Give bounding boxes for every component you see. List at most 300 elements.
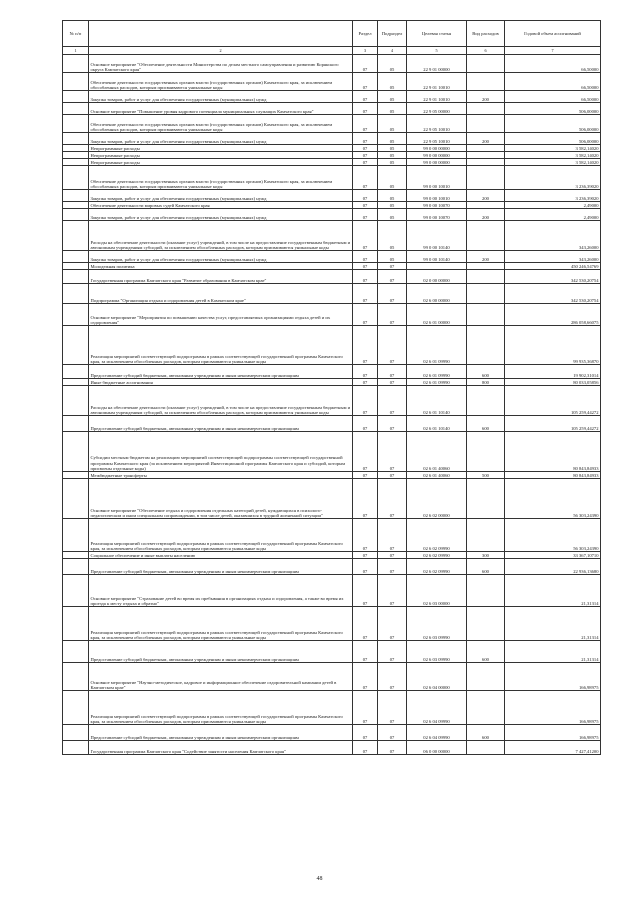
cell-num [63,202,89,209]
cell-podrazdel: 05 [378,221,407,251]
header-name [89,21,353,47]
cell-name: Предоставление субсидий бюджетным, автономным учреждениям и иным некоммерческим организациям [89,365,353,379]
cell-expense-type [467,55,505,73]
cell-expense-type: 600 [467,365,505,379]
cell-expense-type [467,575,505,607]
cell-target-article [407,263,467,270]
cell-razdel: 07 [353,416,378,432]
cell-num [63,166,89,190]
cell-num [63,519,89,552]
table-row [63,251,601,263]
cell-sum: 21,31314 [505,607,601,641]
cell-expense-type [467,479,505,519]
cell-expense-type [467,432,505,472]
cell-name: Реализация мероприятий соответствующей подпрограммы в рамках соответствующей государственной программы Камчатского края, за исключением обособленных расходов, которым присваиваются уникальные коды [89,519,353,552]
cell-sum: 22 936,13680 [505,559,601,575]
cell-podrazdel: 05 [378,159,407,166]
cell-name: Закупка товаров, работ и услуг для обеспечения государственных (муниципальных) нужд [89,209,353,221]
cell-expense-type [467,221,505,251]
cell-name: Предоставление субсидий бюджетным, автономным учреждениям и иным некоммерческим организациям [89,559,353,575]
header-podrazdel: Подраздел [378,21,407,47]
cell-target-article: 02 6 00 00000 [407,284,467,304]
cell-target-article: 06 0 00 00000 [407,741,467,755]
cell-target-article: 02 6 01 10140 [407,386,467,416]
header-number-row [63,47,601,55]
table-row [63,202,601,209]
cell-podrazdel: 07 [378,741,407,755]
cell-name: Государственная программа Камчатского края "Развитие образования в Камчатском крае" [89,270,353,284]
cell-expense-type [467,607,505,641]
cell-name: Подпрограмма "Организация отдыха и оздоровления детей в Камчатском крае" [89,284,353,304]
cell-target-article: 02 6 01 10140 [407,416,467,432]
cell-podrazdel: 05 [378,55,407,73]
cell-expense-type [467,691,505,725]
cell-num [63,73,89,91]
cell-razdel: 07 [353,552,378,559]
cell-num [63,270,89,284]
cell-sum: 80 843,84933 [505,432,601,472]
header-target-article: Целевая статья [407,21,467,47]
cell-razdel: 07 [353,663,378,691]
cell-expense-type: 200 [467,133,505,145]
cell-podrazdel: 07 [378,552,407,559]
cell-expense-type: 500 [467,472,505,479]
cell-num [63,284,89,304]
cell-name: Предоставление субсидий бюджетным, автономным учреждениям и иным некоммерческим организациям [89,416,353,432]
cell-name: Обеспечение деятельности государственных органов власти (государственных органов) Камчатского края, за исключением обособленных расходов, которым присваиваются уникальные коды [89,115,353,133]
cell-expense-type [467,326,505,365]
cell-target-article: 99 0 00 10010 [407,166,467,190]
cell-razdel: 07 [353,519,378,552]
table-row [63,145,601,152]
cell-num [63,741,89,755]
cell-sum: 21,31314 [505,641,601,663]
cell-sum: 7 427,41200 [505,741,601,755]
cell-podrazdel: 05 [378,133,407,145]
cell-name: Предоставление субсидий бюджетным, автономным учреждениям и иным некоммерческим организациям [89,641,353,663]
cell-razdel: 07 [353,209,378,221]
header-n5: 5 [407,47,467,55]
cell-expense-type [467,115,505,133]
cell-name: Закупка товаров, работ и услуг для обеспечения государственных (муниципальных) нужд [89,190,353,202]
cell-podrazdel: 05 [378,202,407,209]
cell-podrazdel: 05 [378,166,407,190]
cell-num [63,304,89,326]
cell-num [63,725,89,741]
table-row [63,326,601,365]
cell-razdel: 07 [353,166,378,190]
table-row [63,416,601,432]
cell-expense-type [467,202,505,209]
cell-razdel: 07 [353,741,378,755]
cell-num [63,152,89,159]
table-row [63,432,601,472]
cell-name: Закупка товаров, работ и услуг для обеспечения государственных (муниципальных) нужд [89,251,353,263]
cell-sum: 3 236,39020 [505,166,601,190]
cell-podrazdel: 07 [378,365,407,379]
cell-num [63,55,89,73]
cell-num [63,432,89,472]
cell-razdel: 07 [353,304,378,326]
cell-num [63,145,89,152]
cell-razdel: 07 [353,115,378,133]
cell-razdel: 07 [353,263,378,270]
cell-razdel: 07 [353,641,378,663]
cell-expense-type: 200 [467,251,505,263]
cell-razdel: 07 [353,607,378,641]
cell-num [63,575,89,607]
cell-sum: 506,00000 [505,133,601,145]
cell-sum: 66,50000 [505,55,601,73]
cell-target-article: 99 0 00 00000 [407,159,467,166]
cell-target-article: 02 6 01 40060 [407,432,467,472]
cell-razdel: 07 [353,270,378,284]
table-row [63,304,601,326]
cell-name: Обеспечение деятельности мировых судей Камчатского края [89,202,353,209]
cell-num [63,472,89,479]
cell-razdel: 07 [353,103,378,115]
cell-sum: 3 582,14020 [505,145,601,152]
cell-name: Непрограммные расходы [89,159,353,166]
table-row [63,519,601,552]
cell-podrazdel: 07 [378,641,407,663]
cell-podrazdel: 07 [378,263,407,270]
cell-razdel: 07 [353,221,378,251]
cell-num [63,190,89,202]
table-row [63,741,601,755]
cell-razdel: 07 [353,725,378,741]
cell-expense-type [467,145,505,152]
cell-name: Непрограммные расходы [89,152,353,159]
cell-expense-type [467,159,505,166]
cell-sum: 105 259,44272 [505,416,601,432]
cell-expense-type [467,263,505,270]
table-row [63,209,601,221]
cell-razdel: 07 [353,152,378,159]
cell-sum: 99 935,36870 [505,326,601,365]
cell-expense-type [467,166,505,190]
cell-expense-type [467,284,505,304]
cell-num [63,209,89,221]
table-row [63,386,601,416]
cell-sum: 343,26000 [505,251,601,263]
table-row [63,133,601,145]
cell-expense-type: 800 [467,379,505,386]
cell-num [63,326,89,365]
cell-target-article: 02 6 02 00000 [407,479,467,519]
cell-num [63,416,89,432]
cell-name: Основное мероприятие "Научно-методическое, кадровое и информационное обеспечение оздоровительной кампании детей в Камчатском крае" [89,663,353,691]
cell-sum: 19 902,31014 [505,365,601,379]
cell-expense-type: 600 [467,641,505,663]
cell-razdel: 07 [353,575,378,607]
cell-razdel: 07 [353,432,378,472]
cell-sum: 3 582,14020 [505,152,601,159]
cell-num [63,251,89,263]
cell-target-article: 99 0 00 10140 [407,251,467,263]
budget-table [62,20,601,755]
cell-razdel: 07 [353,326,378,365]
cell-razdel: 07 [353,159,378,166]
cell-name: Обеспечение деятельности государственных органов власти (государственных органов) Камчатского края, за исключением обособленных расходов, которым присваиваются уникальные коды [89,166,353,190]
table-row [63,270,601,284]
table-row [63,152,601,159]
cell-podrazdel: 07 [378,607,407,641]
header-n6: 6 [467,47,505,55]
cell-sum: 21,31314 [505,575,601,607]
cell-podrazdel: 05 [378,251,407,263]
table-row [63,263,601,270]
cell-expense-type [467,73,505,91]
cell-podrazdel: 05 [378,103,407,115]
table-row [63,559,601,575]
cell-name: Непрограммные расходы [89,145,353,152]
page-number: 48 [316,876,323,882]
cell-podrazdel: 05 [378,209,407,221]
cell-target-article: 22 9 05 00000 [407,103,467,115]
table-row [63,115,601,133]
cell-target-article: 02 6 01 40060 [407,472,467,479]
cell-expense-type [467,386,505,416]
cell-target-article: 99 0 00 10070 [407,209,467,221]
header-n3: 3 [353,47,378,55]
cell-razdel: 07 [353,691,378,725]
cell-podrazdel: 05 [378,145,407,152]
cell-razdel: 07 [353,145,378,152]
cell-expense-type: 200 [467,190,505,202]
header-num: № п/п [63,21,89,47]
cell-target-article: 02 6 02 09990 [407,559,467,575]
cell-razdel: 07 [353,91,378,103]
cell-name: Реализация мероприятий соответствующей подпрограммы в рамках соответствующей государственной программы Камчатского края, за исключением обособленных расходов, которым присваиваются уникальные коды [89,326,353,365]
cell-razdel: 07 [353,55,378,73]
cell-razdel: 07 [353,73,378,91]
table-row [63,91,601,103]
cell-name: Реализация мероприятий соответствующей подпрограммы в рамках соответствующей государственной программы Камчатского края, за исключением обособленных расходов, которым присваиваются уникальные коды [89,691,353,725]
table-row [63,472,601,479]
cell-name: Иные бюджетные ассигнования [89,379,353,386]
cell-razdel: 07 [353,190,378,202]
cell-target-article: 02 6 04 09990 [407,725,467,741]
cell-razdel: 07 [353,365,378,379]
cell-num [63,159,89,166]
cell-num [63,103,89,115]
cell-razdel: 07 [353,472,378,479]
cell-target-article: 02 6 04 09990 [407,691,467,725]
cell-num [63,263,89,270]
cell-podrazdel: 07 [378,326,407,365]
cell-target-article: 02 6 01 09990 [407,326,467,365]
cell-podrazdel: 07 [378,270,407,284]
cell-num [63,379,89,386]
cell-razdel: 07 [353,559,378,575]
cell-sum: 166,98975 [505,725,601,741]
cell-sum: 105 259,44272 [505,386,601,416]
cell-podrazdel: 07 [378,519,407,552]
table-row [63,221,601,251]
cell-razdel: 07 [353,386,378,416]
cell-razdel: 07 [353,379,378,386]
cell-podrazdel: 05 [378,190,407,202]
cell-name: Межбюджетные трансферты [89,472,353,479]
table-row [63,575,601,607]
cell-target-article: 02 6 02 09990 [407,552,467,559]
cell-target-article: 99 0 00 00000 [407,145,467,152]
cell-num [63,559,89,575]
cell-target-article: 02 6 01 00000 [407,304,467,326]
cell-podrazdel: 07 [378,432,407,472]
cell-name: Закупка товаров, работ и услуг для обеспечения государственных (муниципальных) нужд [89,133,353,145]
cell-target-article: 99 0 00 10070 [407,202,467,209]
cell-expense-type: 200 [467,209,505,221]
cell-sum: 342 530,20754 [505,270,601,284]
cell-num [63,91,89,103]
cell-sum: 80 033,05856 [505,379,601,386]
cell-num [63,221,89,251]
cell-podrazdel: 07 [378,284,407,304]
cell-target-article: 22 9 05 10010 [407,115,467,133]
cell-target-article: 22 9 01 10010 [407,73,467,91]
cell-razdel: 07 [353,251,378,263]
cell-sum: 3 582,14020 [505,159,601,166]
cell-num [63,115,89,133]
cell-num [63,133,89,145]
header-n1: 1 [63,47,89,55]
cell-name: Основное мероприятие "Повышение уровня кадрового потенциала муниципальных служащих Камчатского края" [89,103,353,115]
cell-num [63,691,89,725]
cell-podrazdel: 07 [378,386,407,416]
cell-sum: 56 303,24390 [505,519,601,552]
cell-sum: 343,26000 [505,221,601,251]
table-row [63,190,601,202]
cell-target-article: 02 6 03 00000 [407,575,467,607]
cell-sum: 166,98975 [505,663,601,691]
cell-podrazdel: 07 [378,379,407,386]
table-row [63,641,601,663]
table-row [63,479,601,519]
cell-name: Обеспечение деятельности государственных органов власти (государственных органов) Камчатского края, за исключением обособленных расходов, которым присваиваются уникальные коды [89,73,353,91]
cell-expense-type [467,741,505,755]
cell-razdel: 07 [353,133,378,145]
cell-sum: 56 303,24390 [505,479,601,519]
cell-name: Предоставление субсидий бюджетным, автономным учреждениям и иным некоммерческим организациям [89,725,353,741]
cell-target-article: 99 0 00 00000 [407,152,467,159]
cell-podrazdel: 05 [378,152,407,159]
header-n2: 2 [89,47,353,55]
cell-target-article: 02 6 01 09990 [407,379,467,386]
table-row [63,552,601,559]
cell-num [63,386,89,416]
cell-target-article: 02 6 02 09990 [407,519,467,552]
cell-podrazdel: 07 [378,575,407,607]
cell-sum: 506,00000 [505,115,601,133]
cell-podrazdel: 07 [378,304,407,326]
table-row [63,159,601,166]
table-row [63,607,601,641]
cell-razdel: 07 [353,479,378,519]
cell-num [63,365,89,379]
table-row [63,691,601,725]
table-row [63,73,601,91]
cell-sum: 2,49000 [505,202,601,209]
cell-expense-type [467,663,505,691]
cell-num [63,663,89,691]
cell-sum: 66,50000 [505,73,601,91]
cell-sum: 166,98975 [505,691,601,725]
table-row [63,55,601,73]
header-annual-sum: Годовой объем ассигнований [505,21,601,47]
cell-target-article: 02 0 00 00000 [407,270,467,284]
cell-name: Расходы на обеспечение деятельности (оказание услуг) учреждений, в том числе на предоставление государственным бюджетным и автономным учреждениям субсидий, за исключением обособленных расходов, которым присваиваются уникальные коды [89,221,353,251]
cell-expense-type [467,519,505,552]
cell-num [63,607,89,641]
table-row [63,284,601,304]
table-row [63,166,601,190]
cell-sum: 3 236,39020 [505,190,601,202]
cell-name: Основное мероприятие "Страхование детей во время их пребывания в организациях отдыха и оздоровления, а также во время их проезда к месту отдыха и обратно" [89,575,353,607]
cell-num [63,479,89,519]
cell-expense-type: 600 [467,725,505,741]
cell-name: Молодежная политика [89,263,353,270]
table-body [63,55,601,755]
cell-expense-type: 600 [467,416,505,432]
cell-name: Субсидии местным бюджетам на реализацию мероприятий соответствующей подпрограммы соответствующей государственной программы Камчатского края (за исключением мероприятий Инвестиционной программы Камчатского края и субсидий, которым присвоены отдельные коды) [89,432,353,472]
cell-podrazdel: 07 [378,559,407,575]
header-razdel: Раздел [353,21,378,47]
table-row [63,379,601,386]
cell-target-article: 02 6 04 00000 [407,663,467,691]
cell-sum: 66,50000 [505,91,601,103]
cell-num [63,552,89,559]
cell-podrazdel: 05 [378,91,407,103]
cell-expense-type [467,304,505,326]
cell-name: Расходы на обеспечение деятельности (оказание услуг) учреждений, в том числе на предоставление государственным бюджетным и автономным учреждениям субсидий, за исключением обособленных расходов, которым присваиваются уникальные коды [89,386,353,416]
cell-expense-type [467,270,505,284]
cell-name: Основное мероприятие "Обеспечение отдыха и оздоровления отдельных категорий детей, нуждающихся в психолого-педагогическом и ином специальном сопровождении, в том числе детей, оказавшихся в трудной жизненной ситуации" [89,479,353,519]
cell-razdel: 07 [353,202,378,209]
cell-name: Основное мероприятие "Обеспечение деятельности Министерства по делам местного самоуправления и развитию Корякского округа Камчатского края" [89,55,353,73]
cell-target-article: 02 6 03 09990 [407,641,467,663]
cell-sum: 342 530,20754 [505,284,601,304]
cell-podrazdel: 07 [378,663,407,691]
header-row [63,21,601,47]
header-n7: 7 [505,47,601,55]
cell-target-article: 22 9 01 10010 [407,91,467,103]
cell-expense-type: 200 [467,91,505,103]
cell-podrazdel: 07 [378,725,407,741]
cell-name: Социальное обеспечение и иные выплаты населению [89,552,353,559]
cell-target-article: 99 0 00 10140 [407,221,467,251]
cell-sum: 2,49000 [505,209,601,221]
cell-num [63,641,89,663]
table-row [63,103,601,115]
cell-podrazdel: 05 [378,73,407,91]
cell-podrazdel: 07 [378,691,407,725]
cell-name: Государственная программа Камчатского края "Содействие занятости населения Камчатского края" [89,741,353,755]
cell-podrazdel: 07 [378,472,407,479]
cell-razdel: 07 [353,284,378,304]
table-row [63,725,601,741]
cell-expense-type: 600 [467,559,505,575]
cell-sum: 450 246,54769 [505,263,601,270]
cell-name: Закупка товаров, работ и услуг для обеспечения государственных (муниципальных) нужд [89,91,353,103]
cell-sum: 286 058,66075 [505,304,601,326]
cell-expense-type: 300 [467,552,505,559]
cell-target-article: 99 0 00 10010 [407,190,467,202]
cell-sum: 80 843,84933 [505,472,601,479]
table-row [63,365,601,379]
header-expense-type: Вид расходов [467,21,505,47]
